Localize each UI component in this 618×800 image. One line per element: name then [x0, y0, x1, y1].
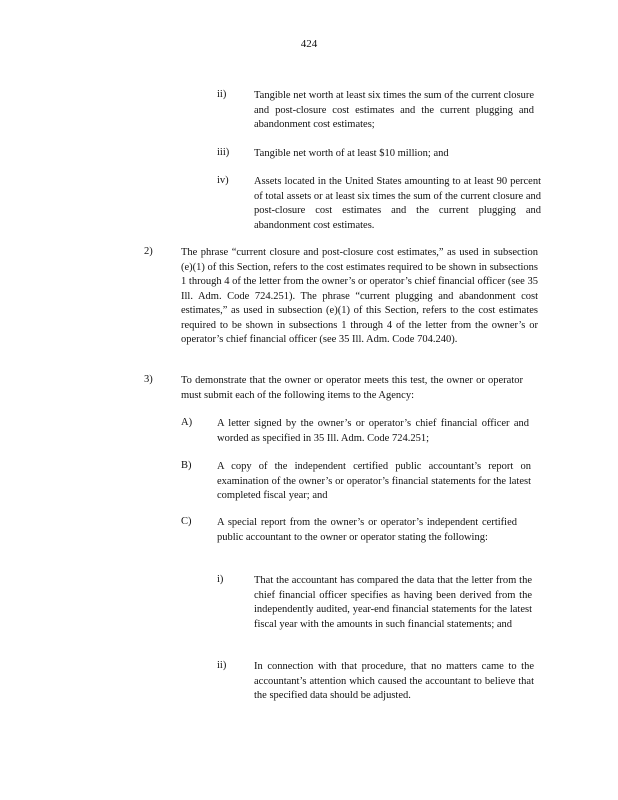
subitem-iv-assets-located-us — [217, 175, 547, 235]
subitem-marker: iv) — [217, 175, 229, 186]
item-3-c-ii-no-matters-adjusted — [217, 660, 547, 706]
subitem-marker: i) — [217, 574, 224, 585]
item-text: A letter signed by the owner’s or operator’s chief financial officer and worded as specified in 35 Ill. Adm. Code 724.251; — [217, 418, 529, 444]
item-text: A special report from the owner’s or operator’s independent certified public accountant to the owner or operator stating the following: — [217, 517, 517, 543]
item-3-c-special-report — [181, 516, 541, 562]
subitem-marker: iii) — [217, 147, 230, 158]
item-text: To demonstrate that the owner or operator meets this test, the owner or operator must submit each of the following items to the Agency: — [181, 375, 523, 401]
subitem-iii-net-worth-10-million — [217, 147, 537, 163]
item-3-a-cfo-letter — [181, 417, 541, 449]
subitem-marker: ii) — [217, 89, 227, 100]
item-3-b-accountant-report — [181, 460, 541, 506]
item-3-c-i-accountant-compared — [217, 574, 547, 650]
item-marker: A) — [181, 417, 193, 428]
item-text: The phrase “current closure and post-closure cost estimates,” as used in subsection (e)(1) of this Section, refers to the cost estimates required to be shown in subsections 1 through 4 of the letter from the owner’s or operator’s chief financial officer (see 35 Ill. Adm. Code 724.251). The phrase “current plugging and abandonment cost estimates,” as used in subsection (e)(1) of this Section, refers to the cost estimates required to be shown in subsections 1 through 4 of the letter from the owner’s or operator’s chief financial officer (see 35 Ill. Adm. Code 704.240). — [181, 247, 538, 345]
item-marker: 3) — [144, 374, 153, 385]
item-3-demonstrate-test — [144, 374, 544, 406]
item-marker: C) — [181, 516, 192, 527]
subitem-text: That the accountant has compared the data that the letter from the chief financial officer specifies as having been derived from the independently audited, year-end financial statements for the latest fiscal year with the amounts in such financial statements; and — [254, 575, 532, 630]
item-marker: B) — [181, 460, 192, 471]
subitem-ii-net-worth-six-times — [217, 89, 537, 134]
item-text: A copy of the independent certified public accountant’s report on examination of the owner’s or operator’s financial statements for the latest completed fiscal year; and — [217, 461, 531, 501]
subitem-text: In connection with that procedure, that no matters came to the accountant’s attention which caused the accountant to believe that the specified data should be adjusted. — [254, 661, 534, 701]
item-2-phrase-definitions — [144, 246, 544, 366]
subitem-marker: ii) — [217, 660, 227, 671]
page-number: 424 — [300, 38, 318, 50]
subitem-text: Assets located in the United States amounting to at least 90 percent of total assets or at least six times the sum of the current closure and post-closure cost estimates and the current plugging and abandonment cost estimates. — [254, 176, 541, 231]
subitem-text: Tangible net worth at least six times the sum of the current closure and post-closure cost estimates and the current plugging and abandonment cost estimates; — [254, 90, 534, 130]
subitem-text: Tangible net worth of at least $10 million; and — [254, 148, 449, 159]
item-marker: 2) — [144, 246, 153, 257]
